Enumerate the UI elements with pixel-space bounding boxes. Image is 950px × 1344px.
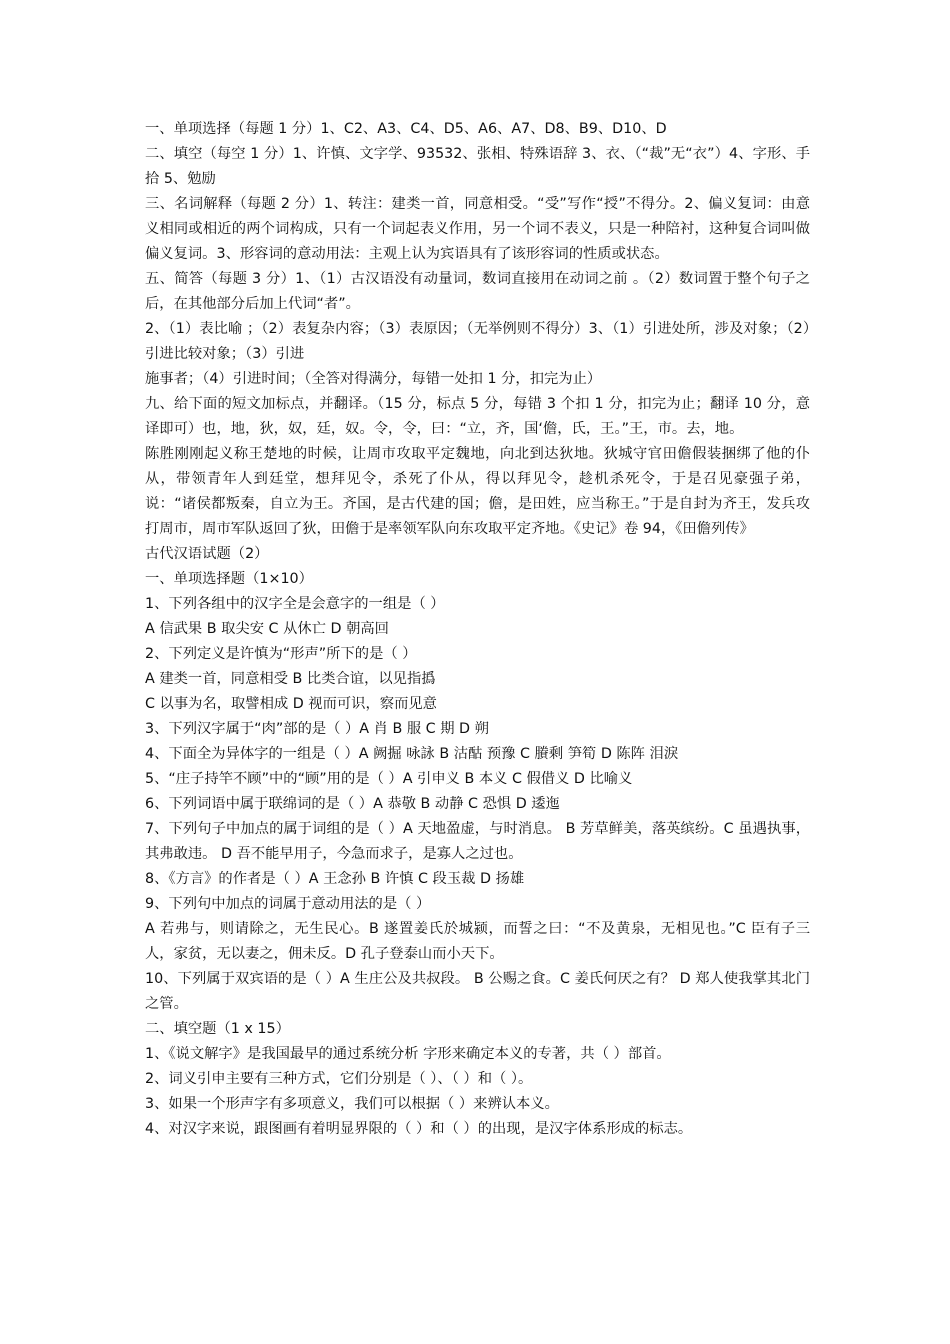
exam-title: 古代汉语试题（2）	[145, 546, 269, 562]
question-9: 9、下列句中加点的词属于意动用法的是（ ）	[145, 896, 431, 912]
answer-term-explanation: 三、名词解释（每题 2 分）1、转注：建类一首，同意相受。“受”写作“授”不得分。2、偏义复词：由意义相同或相近的两个词构成，只有一个词起表义作用，另一个词不表义，只是一种陪衬，这种复合词叫做偏义复词。3、形容词的意动用法：主观上认为宾语具有了该形容词的性质或状态。	[145, 196, 810, 262]
document-body	[145, 117, 810, 1142]
question-6: 6、下列词语中属于联绵词的是（ ）A 恭敬 B 动静 C 恐惧 D 逶迤	[145, 796, 560, 812]
answer-translation: 陈胜刚刚起义称王楚地的时候，让周市攻取平定魏地，向北到达狄地。狄城守官田儋假装捆绑了他的仆从，带领青年人到廷堂，想拜见令，杀死了仆从，得以拜见令，趁机杀死令，于是召见豪强子弟，说：“诸侯都叛秦，自立为王。齐国，是古代建的国；儋，是田姓，应当称王。”于是自封为齐王，发兵攻打周市，周市军队返回了狄，田儋于是率领军队向东攻取平定齐地。《史记》卷 94，《田儋列传》	[145, 446, 810, 537]
section-heading-fill-blank: 二、填空题（1 x 15）	[145, 1021, 290, 1037]
question-5: 5、“庄子持竿不顾”中的“顾”用的是（ ）A 引申义 B 本义 C 假借义 D 比喻义	[145, 771, 633, 787]
question-2-options-ab: A 建类一首，同意相受 B 比类合谊，以见指撝	[145, 671, 436, 687]
question-1-options: A 信武果 B 取尖安 C 从休亡 D 朝高回	[145, 621, 389, 637]
answer-fill-blank: 二、填空（每空 1 分）1、许慎、文字学、93532、张相、特殊语辞 3、衣、（“裁”无“衣”）4、字形、手拾 5、勉励	[145, 146, 810, 187]
question-3: 3、下列汉字属于“肉”部的是（ ）A 肖 B 服 C 期 D 朔	[145, 721, 489, 737]
fill-question-4: 4、对汉字来说，跟图画有着明显界限的（ ）和（ ）的出现，是汉字体系形成的标志。	[145, 1121, 693, 1137]
question-10: 10、下列属于双宾语的是（ ）A 生庄公及共叔段。 B 公赐之食。C 姜氏何厌之有？ D 郑人使我掌其北门之管。	[145, 971, 810, 1012]
answer-single-choice: 一、单项选择（每题 1 分）1、C2、A3、C4、D5、A6、A7、D8、B9、D10、D	[145, 121, 667, 137]
answer-short-question-1: 五、简答（每题 3 分）1、（1）古汉语没有动量词，数词直接用在动词之前 。（2）数词置于整个句子之后，在其他部分后加上代词“者”。	[145, 271, 810, 312]
question-2-options-cd: C 以事为名，取譬相成 D 视而可识，察而见意	[145, 696, 437, 712]
fill-question-3: 3、如果一个形声字有多项意义，我们可以根据（ ）来辨认本义。	[145, 1096, 559, 1112]
question-4: 4、下面全为异体字的一组是（ ）A 阙掘 咏詠 B 沽酤 预豫 C 賸剩 笋筍 D 陈阵 泪淚	[145, 746, 679, 762]
question-2: 2、下列定义是许慎为“形声”所下的是（ ）	[145, 646, 417, 662]
question-1: 1、下列各组中的汉字全是会意字的一组是（ ）	[145, 596, 445, 612]
question-7: 7、下列句子中加点的属于词组的是（ ）A 天地盈虚，与时消息。 B 芳草鲜美，落英缤纷。C 虽遇执事，其弗敢违。 D 吾不能早用子，今急而求子，是寡人之过也。	[145, 821, 810, 862]
fill-question-1: 1、《说文解字》是我国最早的通过系统分析 字形来确定本义的专著，共（ ）部首。	[145, 1046, 671, 1062]
fill-question-2: 2、词义引申主要有三种方式，它们分别是（ ）、（ ）和（ ）。	[145, 1071, 533, 1087]
question-8: 8、《方言》的作者是（ ）A 王念孙 B 许慎 C 段玉裁 D 扬雄	[145, 871, 525, 887]
answer-short-question-2-cont: 施事者；（4）引进时间；（全答对得满分，每错一处扣 1 分，扣完为止）	[145, 371, 602, 387]
section-heading-single-choice: 一、单项选择题（1×10）	[145, 571, 313, 587]
question-9-options: A 若弗与，则请除之，无生民心。B 遂置姜氏於城颍，而誓之曰：“不及黄泉，无相见也。”C 臣有子三人，家贫，无以妻之，佣未反。D 孔子登泰山而小天下。	[145, 921, 810, 962]
answer-short-question-2: 2、（1）表比喻 ；（2）表复杂内容；（3）表原因；（无举例则不得分）3、（1）引进处所，涉及对象；（2）引进比较对象；（3）引进	[145, 321, 810, 362]
answer-punctuation-task: 九、给下面的短文加标点，并翻译。（15 分，标点 5 分，每错 3 个扣 1 分，扣完为止；翻译 10 分，意译即可）也，地，狄，奴，廷，奴。令，令，曰：“立，齐，国‘儋，氏，王。”王，市。去，地。	[145, 396, 810, 437]
